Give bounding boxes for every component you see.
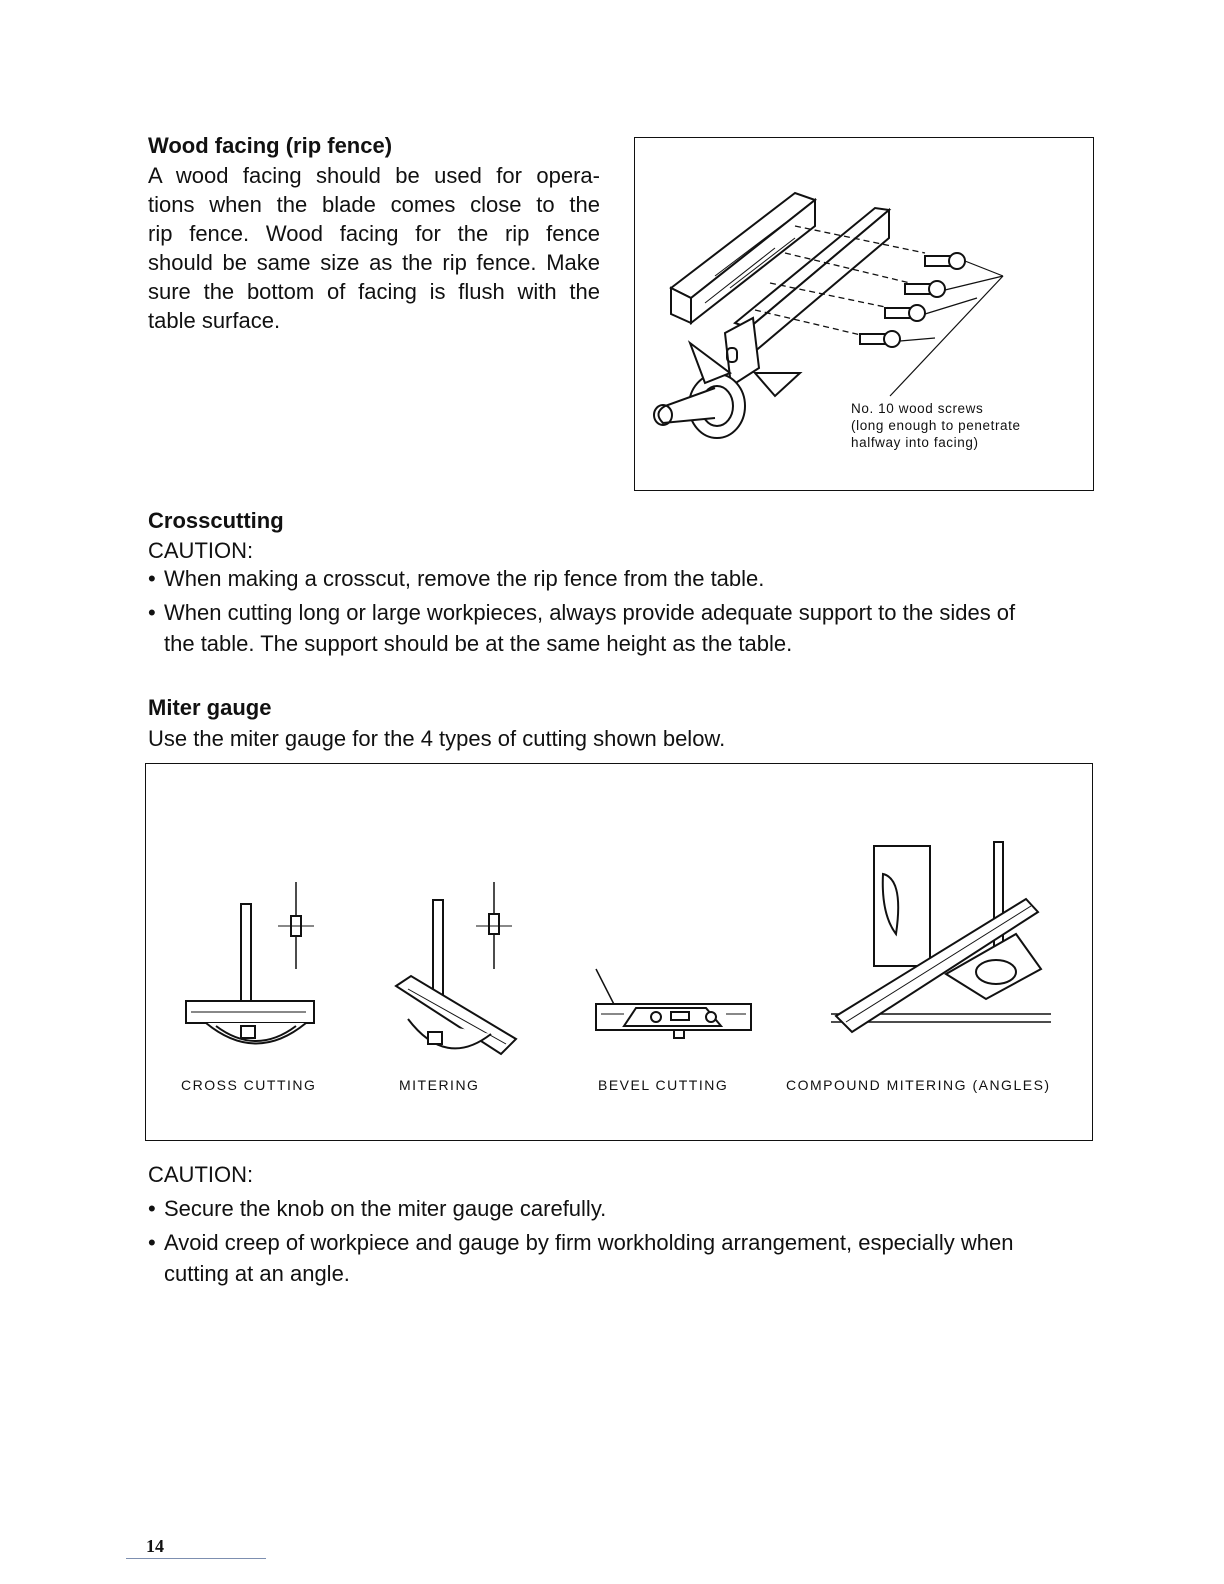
bullet-text: Avoid creep of workpiece and gauge by firm workholding arrangement, especially when [164, 1230, 1014, 1255]
footer-rule [126, 1558, 266, 1559]
bullet-text: cutting at an angle. [164, 1261, 350, 1286]
figure-label-cross-cutting: CROSS CUTTING [181, 1077, 317, 1093]
miter-gauge-bullet [148, 1193, 606, 1224]
paragraph-line: rip fence. Wood facing for the rip fence [148, 221, 600, 246]
bullet-text: When cutting long or large workpieces, always provide adequate support to the sides of [164, 600, 1016, 625]
bullet-symbol: • [148, 1230, 156, 1255]
paragraph-line: tions when the blade comes close to the [148, 192, 600, 217]
bullet-text: the table. The support should be at the same height as the table. [164, 631, 793, 656]
paragraph-line: A wood facing should be used for opera- [148, 163, 600, 188]
bullet-text: When making a crosscut, remove the rip fence from the table. [164, 566, 765, 591]
crosscutting-heading: Crosscutting [148, 508, 284, 533]
bullet-symbol: • [148, 566, 156, 591]
cross-cutting-drawing [186, 882, 314, 1044]
crosscutting-caution-label: CAUTION: [148, 538, 254, 563]
screw-note [851, 400, 1021, 451]
miter-gauge-caution-label: CAUTION: [148, 1162, 254, 1187]
miter-gauge-heading: Miter gauge [148, 695, 272, 720]
paragraph-line: should be same size as the rip fence. Make [148, 250, 600, 275]
mitering-drawing [396, 882, 516, 1054]
miter-gauge-bullet [148, 1227, 1014, 1289]
bullet-symbol: • [148, 600, 156, 625]
figure-label-compound-mitering: COMPOUND MITERING (ANGLES) [786, 1077, 1051, 1093]
bullet-text: Secure the knob on the miter gauge carefully. [164, 1196, 607, 1221]
page-number: 14 [146, 1536, 164, 1556]
screw-note-line: halfway into facing) [851, 435, 979, 450]
bullet-symbol: • [148, 1196, 156, 1221]
paragraph-line: sure the bottom of facing is flush with the [148, 279, 600, 304]
figure-label-bevel-cutting: BEVEL CUTTING [598, 1077, 729, 1093]
screw-note-line: No. 10 wood screws [851, 401, 984, 416]
figure-label-mitering: MITERING [399, 1077, 480, 1093]
wood-facing-paragraph [148, 161, 600, 335]
wood-facing-heading: Wood facing (rip fence) [148, 133, 393, 158]
crosscutting-bullet [148, 563, 764, 594]
miter-gauge-intro: Use the miter gauge for the 4 types of cutting shown below. [148, 726, 726, 751]
paragraph-line: table surface. [148, 308, 281, 333]
bevel-cutting-drawing [596, 969, 751, 1038]
compound-mitering-drawing [831, 842, 1051, 1032]
crosscutting-bullet [148, 597, 1015, 659]
miter-gauge-figure [145, 763, 1093, 1141]
rip-fence-figure [634, 137, 1094, 491]
screw-note-line: (long enough to penetrate [851, 418, 1021, 433]
